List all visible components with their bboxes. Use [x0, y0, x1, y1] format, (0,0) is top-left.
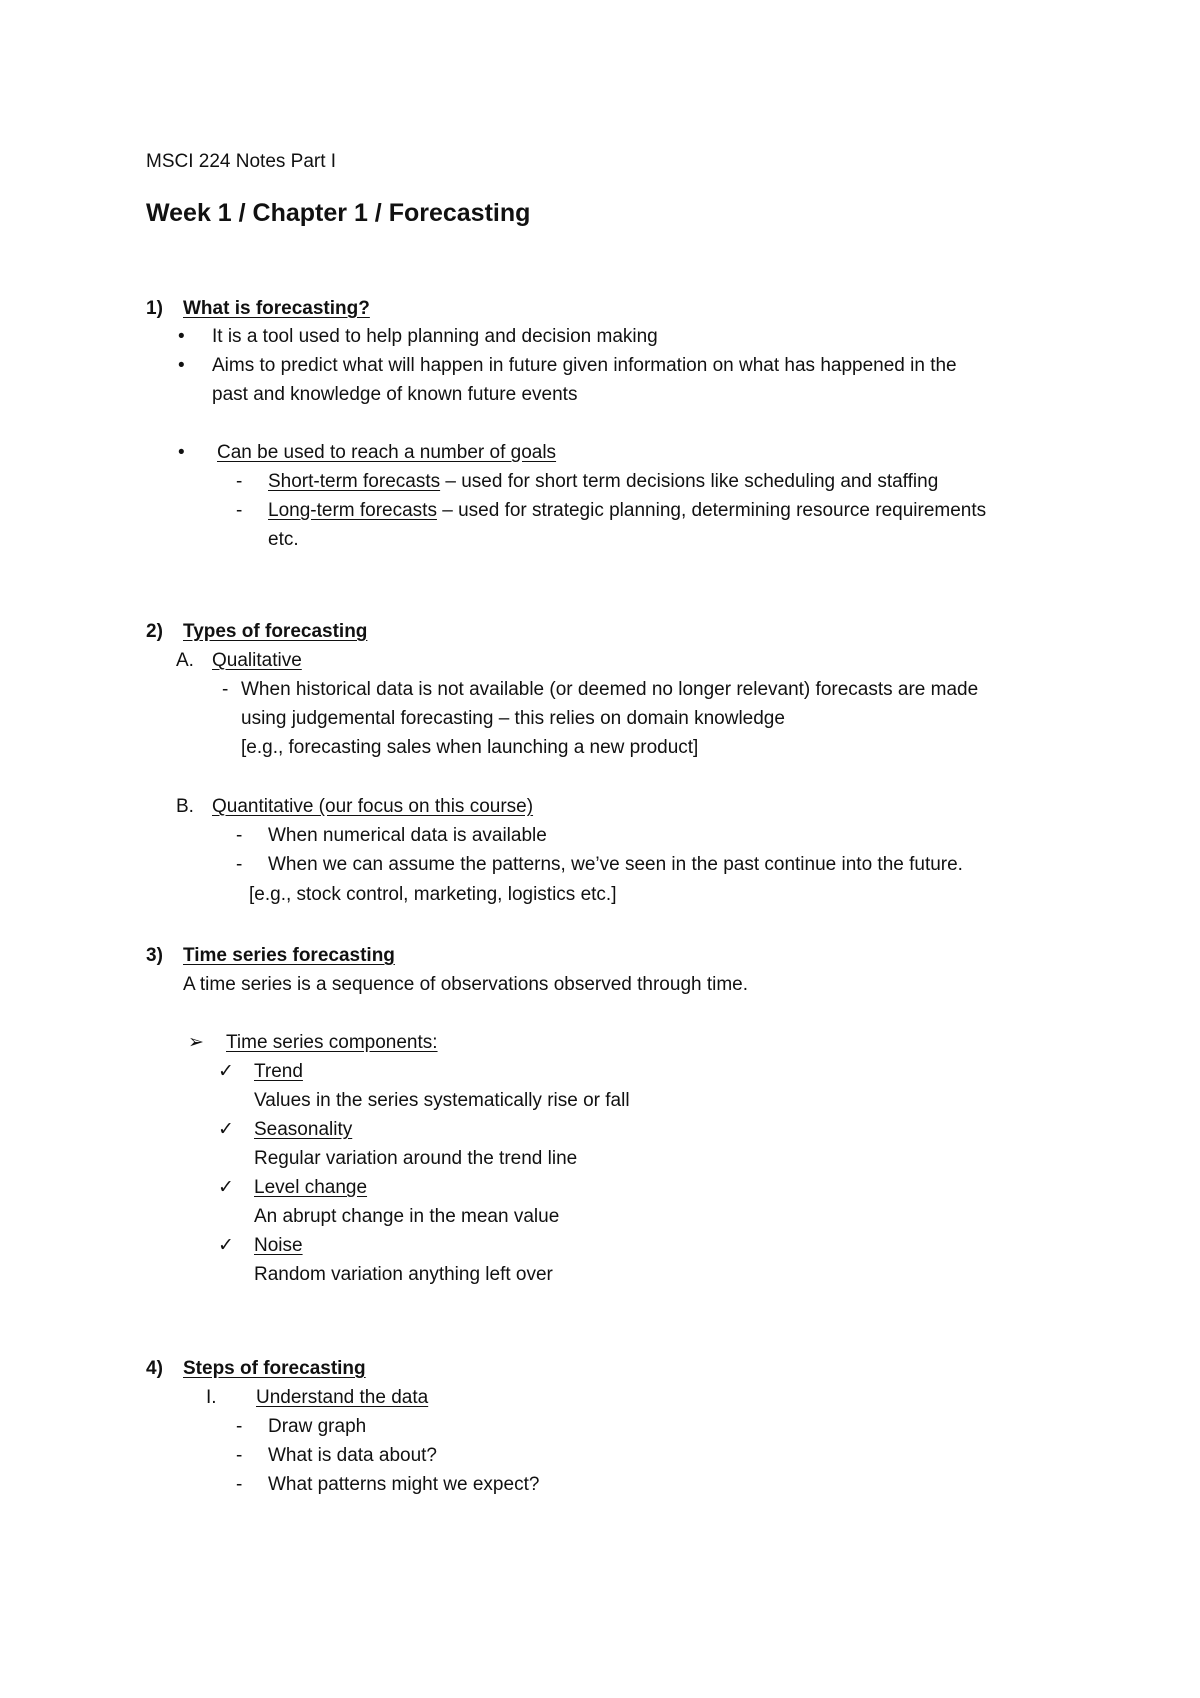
s4-dash-2: What is data about?: [268, 1445, 437, 1466]
s2-a-label: Qualitative: [212, 650, 302, 671]
short-term-term: Short-term forecasts: [268, 471, 441, 492]
s3-component-seasonality-desc: Regular variation around the trend line: [254, 1148, 578, 1169]
dash-icon: -: [222, 679, 229, 700]
s4-i-mark: I.: [206, 1387, 217, 1408]
s3-component-level-change: Level change: [254, 1177, 368, 1198]
check-icon: ✓: [218, 1177, 234, 1198]
header-text: MSCI 224 Notes Part I: [146, 151, 337, 172]
s3-component-noise-desc: Random variation anything left over: [254, 1264, 553, 1285]
dash-icon: -: [236, 854, 243, 875]
s3-component-trend-desc: Values in the series systematically rise or fall: [254, 1090, 630, 1111]
long-term-desc: – used for strategic planning, determining resource requirements: [436, 500, 987, 521]
s1-bullet-2-line-2: past and knowledge of known future events: [212, 384, 578, 405]
dash-icon: -: [236, 1445, 243, 1466]
dash-icon: -: [236, 471, 243, 492]
section-2-heading: Types of forecasting: [183, 621, 368, 642]
page-title: Week 1 / Chapter 1 / Forecasting: [146, 199, 531, 227]
s2-b-dash-1: When numerical data is available: [268, 825, 547, 846]
section-1-heading: What is forecasting?: [183, 298, 370, 319]
s1-bullet-1: It is a tool used to help planning and decision making: [212, 326, 658, 347]
section-4-heading: Steps of forecasting: [183, 1358, 366, 1379]
s1-bullet-2-line-1: Aims to predict what will happen in future given information on what has happened in the: [212, 355, 957, 376]
section-3-heading: Time series forecasting: [183, 945, 395, 966]
s2-a-dash-line-2: using judgemental forecasting – this relies on domain knowledge: [241, 708, 785, 729]
s2-a-mark: A.: [176, 650, 194, 671]
section-3-number: 3): [146, 945, 163, 966]
s2-a-dash-line-1: When historical data is not available (or deemed no longer relevant) forecasts are made: [241, 679, 979, 700]
s3-component-noise: Noise: [254, 1235, 303, 1256]
bullet-icon: •: [178, 442, 185, 463]
dash-icon: -: [236, 500, 243, 521]
dash-icon: -: [236, 825, 243, 846]
s3-components-label: Time series components:: [226, 1032, 438, 1053]
s2-b-label: Quantitative (our focus on this course): [212, 796, 534, 817]
s1-dash-2-cont: etc.: [268, 529, 299, 550]
s2-b-dash-3: [e.g., stock control, marketing, logistics etc.]: [249, 884, 617, 905]
section-4-number: 4): [146, 1358, 163, 1379]
check-icon: ✓: [218, 1119, 234, 1140]
s4-dash-1: Draw graph: [268, 1416, 367, 1437]
check-icon: ✓: [218, 1235, 234, 1256]
s3-component-level-change-desc: An abrupt change in the mean value: [254, 1206, 560, 1227]
s2-b-dash-2: When we can assume the patterns, we’ve seen in the past continue into the future.: [268, 854, 963, 875]
dash-icon: -: [236, 1474, 243, 1495]
s4-i-label: Understand the data: [256, 1387, 429, 1408]
check-icon: ✓: [218, 1061, 234, 1082]
s2-b-mark: B.: [176, 796, 194, 817]
s3-component-seasonality: Seasonality: [254, 1119, 353, 1140]
s3-component-trend: Trend: [254, 1061, 303, 1082]
section-2-number: 2): [146, 621, 163, 642]
s1-dash-1: [268, 470, 938, 494]
s3-definition: A time series is a sequence of observations observed through time.: [183, 974, 749, 995]
s2-a-dash-line-3: [e.g., forecasting sales when launching a new product]: [241, 737, 699, 758]
long-term-term: Long-term forecasts: [268, 500, 437, 521]
short-term-desc: – used for short term decisions like scheduling and staffing: [440, 471, 939, 492]
s4-dash-3: What patterns might we expect?: [268, 1474, 540, 1495]
section-1-number: 1): [146, 298, 163, 319]
s1-bullet-3: Can be used to reach a number of goals: [217, 442, 557, 463]
s1-dash-2: [268, 499, 986, 523]
arrow-icon: ➢: [188, 1032, 204, 1053]
dash-icon: -: [236, 1416, 243, 1437]
bullet-icon: •: [178, 355, 185, 376]
bullet-icon: •: [178, 326, 185, 347]
